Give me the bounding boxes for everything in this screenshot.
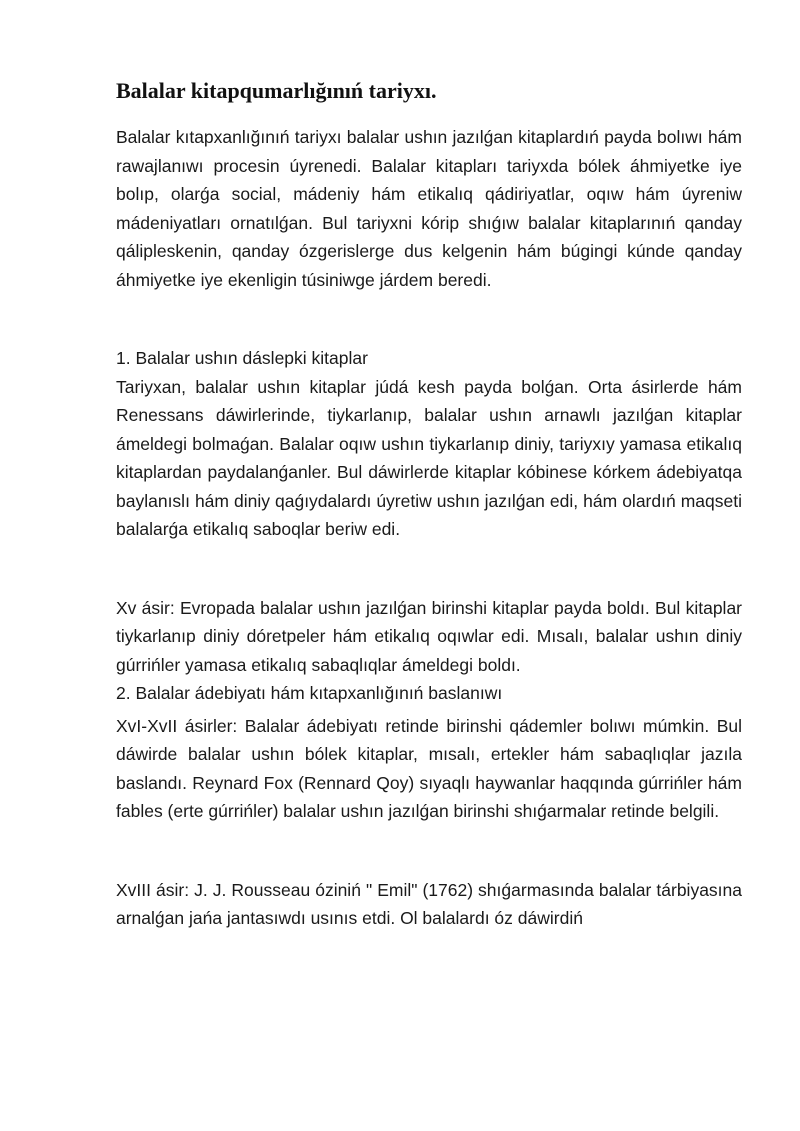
xvi-century-paragraph: XvI-XvII ásirler: Balalar ádebiyatı retinde birinshi qádemler bolıwı múmkin. Bul dáwirde balalar ushın bólek kitaplar, mısalı, ertekler hám sabaqlıqlar jazıla baslandı. Reynard Fox (Rennard Qoy) sıyaqlı haywanlar haqqında gúrrińler hám fables (erte gúrrińler) balalar ushın jazılǵan birinshi shıǵarmalar retinde belgili.: [116, 715, 742, 821]
document-title: Balalar kitapqumarlığınıń tariyxı.: [116, 78, 437, 103]
xv-century-paragraph: Xv ásir: Evropada balalar ushın jazılǵan birinshi kitaplar payda boldı. Bul kitaplar tiykarlanıp diniy dóretpeler hám etikalıq oqıwlar edi. Mısalı, balalar ushın diniy gúrrińler yamasa etikalıq sabaqlıqlar ámeldegi boldı.: [116, 597, 742, 675]
section-1-paragraph: Tariyxan, balalar ushın kitaplar júdá kesh payda bolǵan. Orta ásirlerde hám Renessans dáwirlerinde, tiykarlanıp, balalar ushın arnawlı jazılǵan kitaplar ámeldegi bolmaǵan. Balalar oqıw ushın tiykarlanıp diniy, tariyxıy yamasa etikalıq kitaplardan paydalanǵanler. Bul dáwirlerde kitaplar kóbinese kórkem ádebiyatqa baylanıslı hám diniy qaǵıydalardı úyretiw ushın jazılǵan edi, hám olardıń maqseti balalarǵa etikalıq saboqlar beriw edi.: [116, 376, 742, 539]
xviii-century-paragraph: XvIII ásir: J. J. Rousseau óziniń " Emil" (1762) shıǵarmasında balalar tárbiyasına arnalǵan jańa jantasıwdı usınıs etdi. Ol balalardı óz dáwirdiń: [116, 879, 742, 928]
section-2-heading: 2. Balalar ádebiyatı hám kıtapxanlığınıń baslanıwı: [116, 683, 503, 703]
spacer: [116, 826, 742, 876]
spacer: [116, 544, 742, 594]
section-1-heading: 1. Balalar ushın dáslepki kitaplar: [116, 348, 368, 368]
intro-paragraph: Balalar kıtapxanlığınıń tariyxı balalar ushın jazılǵan kitaplardıń payda bolıwı hám rawajlanıwı procesin úyrenedi. Balalar kitapları tariyxda bólek áhmiyetke iye bolıp, olarǵa social, mádeniy hám etikalıq qádiriyatlar, oqıw hám úyreniw mádeniyatları ornatılǵan. Bul tariyxni kórip shıǵıw balalar kitaplarınıń qanday qálipleskenin, qanday ózgerislerge dus kelgenin hám búgingi kúnde qanday áhmiyetke iye ekenligin túsiniwge járdem beredi.: [116, 127, 742, 290]
spacer: [116, 294, 742, 344]
document-page: [116, 76, 742, 933]
